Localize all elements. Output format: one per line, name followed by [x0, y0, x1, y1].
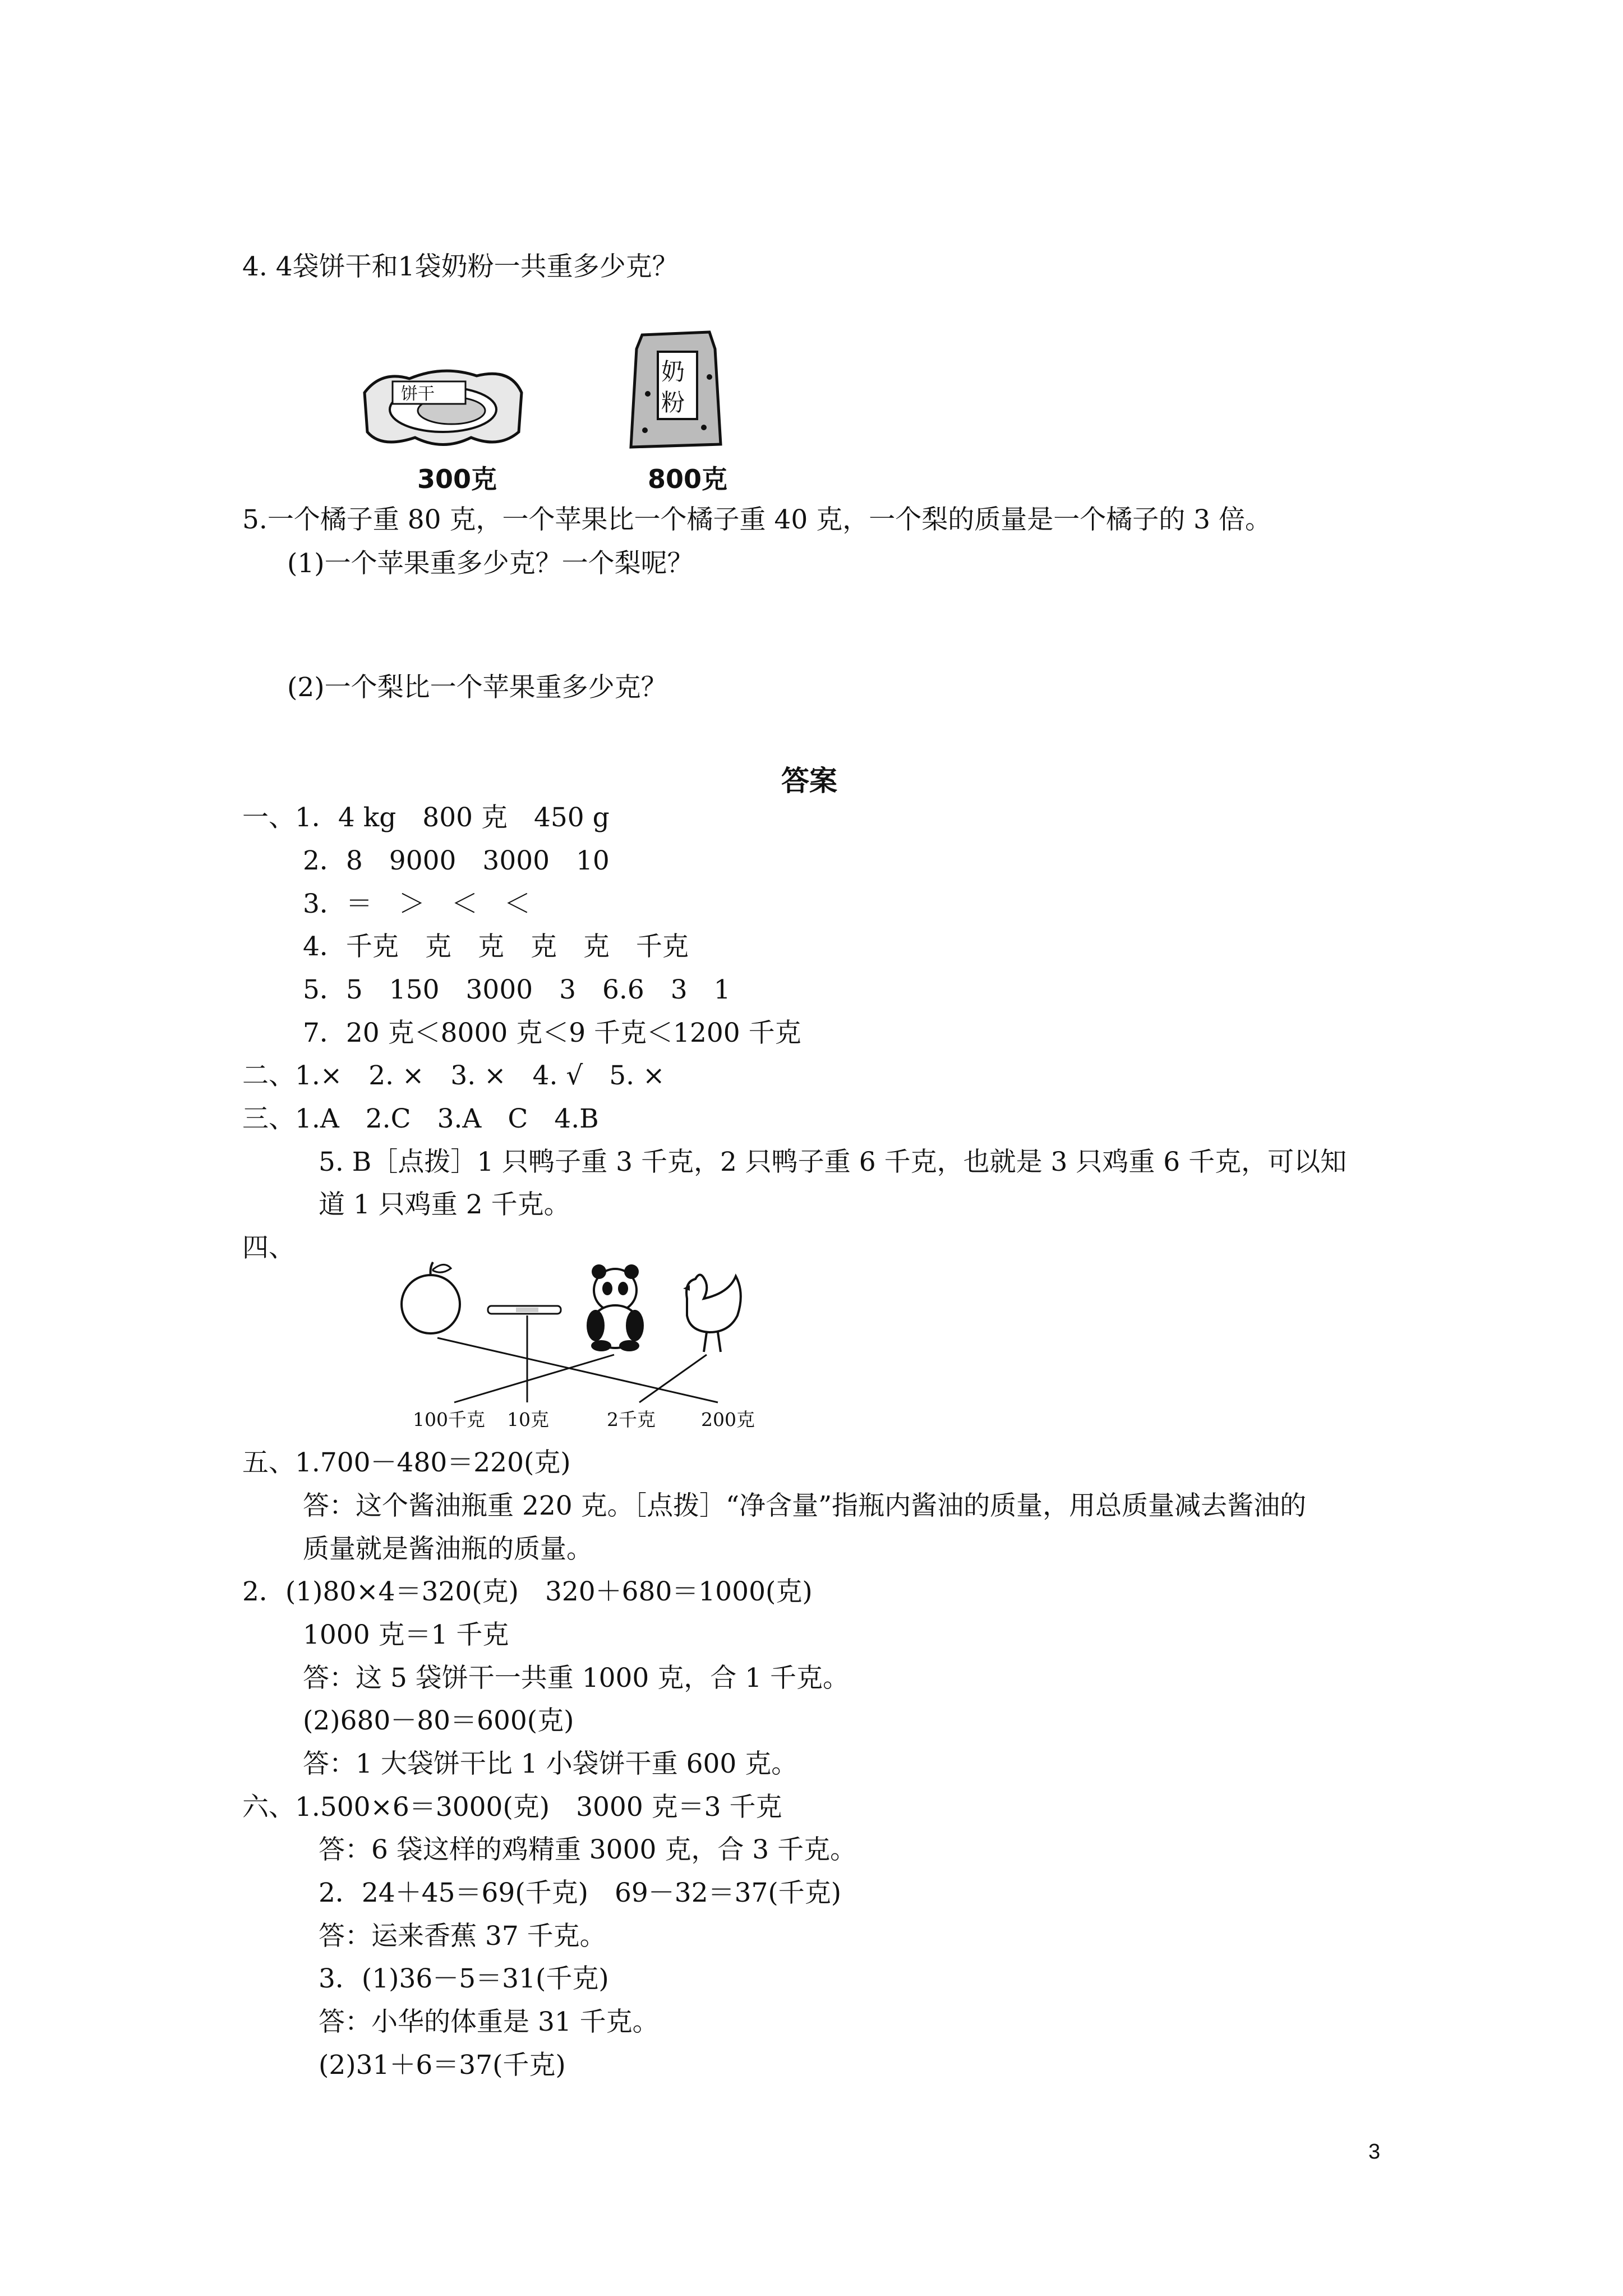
answer-line: 3．(1)36－5＝31(千克): [319, 1963, 609, 1994]
match-label-2kg: 2千克: [607, 1409, 656, 1430]
answer-line: 4．千克 克 克 克 克 千克: [303, 931, 689, 962]
biscuit-pack-image: [359, 359, 527, 454]
answer-line: 答：这 5 袋饼干一共重 1000 克，合 1 千克。: [303, 1663, 850, 1694]
question-5-sub2: (2)一个梨比一个苹果重多少克？: [287, 672, 667, 703]
answer-line: 三、1.A 2.C 3.A C 4.B: [242, 1103, 599, 1134]
question-5-text: 5.一个橘子重 80 克，一个苹果比一个橘子重 40 克，一个梨的质量是一个橘子的 3 倍。: [242, 504, 1271, 535]
matching-diagram: [393, 1254, 774, 1422]
answer-line: 二、1.× 2. × 3. × 4. √ 5. ×: [242, 1060, 665, 1091]
question-4-text: 4. 4袋饼干和1袋奶粉一共重多少克？: [242, 251, 679, 282]
page-number: 3: [1368, 2140, 1381, 2164]
answer-line: 质量就是酱油瓶的质量。: [303, 1534, 593, 1565]
answer-line: 答：小华的体重是 31 千克。: [319, 2007, 659, 2037]
rooster-icon: [683, 1275, 741, 1352]
apple-icon: [402, 1262, 460, 1333]
answer-line: 六、1.500×6＝3000(克) 3000 克＝3 千克: [242, 1792, 782, 1823]
answer-line: 5．5 150 3000 3 6.6 3 1: [303, 974, 731, 1005]
milk-weight-label: 800克: [648, 464, 728, 494]
answer-line: 答：1 大袋饼干比 1 小袋饼干重 600 克。: [303, 1749, 798, 1779]
answer-line: 四、: [242, 1232, 295, 1263]
answer-line: 3．＝ ＞ ＜ ＜: [303, 889, 531, 919]
answer-line: 道 1 只鸡重 2 千克。: [319, 1189, 570, 1220]
svg-text:饼干: 饼干: [401, 384, 435, 404]
answer-line: 2．8 9000 3000 10: [303, 845, 610, 876]
match-label-10g: 10克: [507, 1409, 549, 1430]
svg-text:奶: 奶: [661, 358, 685, 385]
answer-line: 一、1．4 kg 800 克 450 g: [242, 802, 610, 833]
panda-icon: [587, 1264, 644, 1351]
question-5-sub1: (1)一个苹果重多少克？一个梨呢？: [287, 548, 694, 579]
answer-line: (2)31＋6＝37(千克): [319, 2050, 566, 2081]
answer-line: 答：6 袋这样的鸡精重 3000 克，合 3 千克。: [319, 1834, 857, 1865]
match-label-100kg: 100千克: [413, 1409, 485, 1430]
svg-text:粉: 粉: [661, 389, 685, 416]
answer-line: 五、1.700－480＝220(克): [242, 1447, 571, 1478]
answer-line: 答：运来香蕉 37 千克。: [319, 1921, 606, 1952]
answer-line: 5. B［点拨］1 只鸭子重 3 千克，2 只鸭子重 6 千克，也就是 3 只鸡重 6 千克，可以知: [319, 1147, 1347, 1177]
answers-title: 答案: [781, 764, 837, 797]
answer-line: 1000 克＝1 千克: [303, 1619, 509, 1650]
answer-line: (2)680－80＝600(克): [303, 1705, 574, 1736]
match-label-200g: 200克: [701, 1409, 755, 1430]
answer-line: 2．24＋45＝69(千克) 69－32＝37(千克): [319, 1878, 842, 1908]
answer-line: 答：这个酱油瓶重 220 克。［点拨］“净含量”指瓶内酱油的质量，用总质量减去酱油的: [303, 1490, 1307, 1521]
milk-powder-bag-image: [625, 326, 726, 455]
answer-line: 2．(1)80×4＝320(克) 320＋680＝1000(克): [242, 1576, 813, 1607]
biscuit-weight-label: 300克: [417, 464, 497, 494]
stick-icon: [488, 1306, 561, 1314]
answer-line: 7．20 克＜8000 克＜9 千克＜1200 千克: [303, 1018, 801, 1048]
